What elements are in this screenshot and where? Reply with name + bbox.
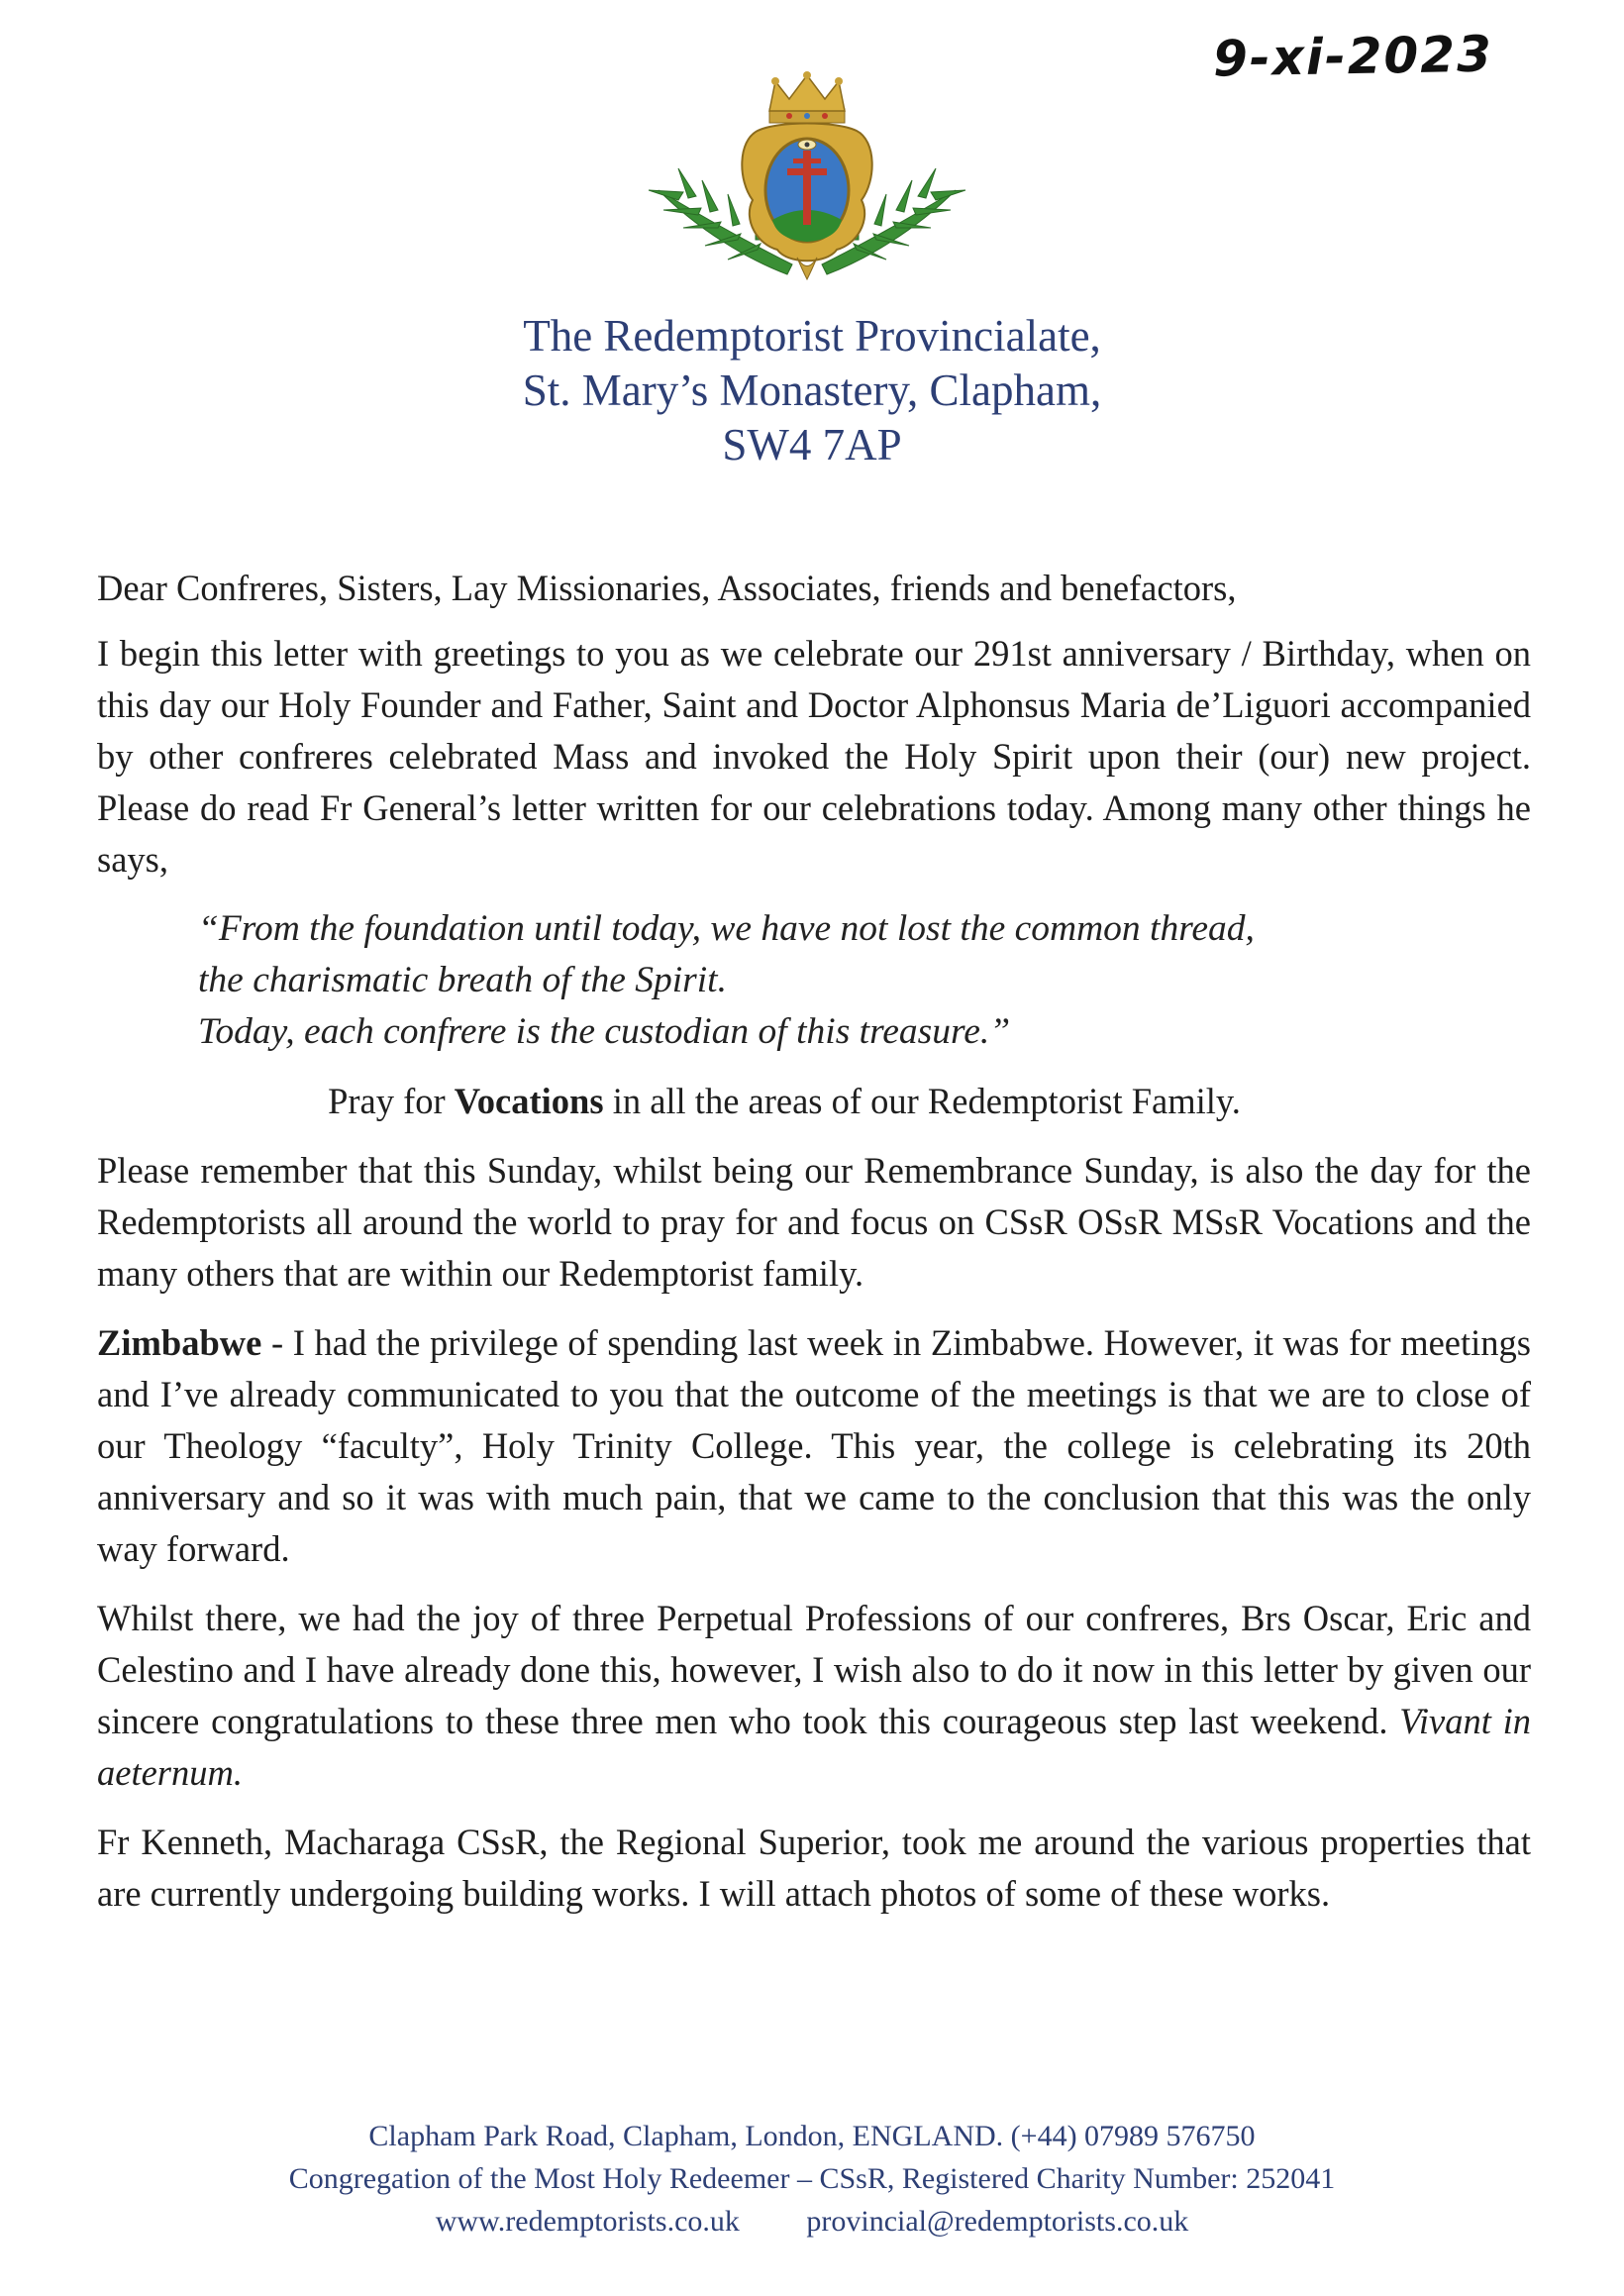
quote-line-1: “From the foundation until today, we have not lost the common thread, [198, 908, 1255, 949]
pray-text-bold: Vocations [454, 1081, 604, 1121]
footer-contacts [0, 2200, 1624, 2243]
paragraph-professions [97, 1593, 1531, 1799]
letterhead-line-1: The Redemptorist Provincialate, [523, 311, 1101, 361]
paragraph-remembrance: Please remember that this Sunday, whilst being our Remembrance Sunday, is also the day for the Redemptorists all around the world to pray for and focus on CSsR OSsR MSsR Vocations and the many others that are within our Redemptorist family. [97, 1150, 1531, 1294]
paragraph-zimbabwe [97, 1317, 1531, 1575]
paragraph-building-works: Fr Kenneth, Macharaga CSsR, the Regional Superior, took me around the various properties that are currently undergoing building works. I will attach photos of some of these works. [97, 1822, 1531, 1914]
handwritten-date: 9-xi-2023 [1212, 25, 1494, 88]
pray-for-vocations [97, 1076, 1531, 1127]
professions-text: Whilst there, we had the joy of three Perpetual Professions of our confreres, Brs Oscar, Eric and Celestino and I have already done this, however, I wish also to do it now in this letter by given our sincere congratulations to these three men who took this courageous step last weekend. [97, 1598, 1531, 1741]
footer-website-link[interactable]: www.redemptorists.co.uk [435, 2205, 740, 2238]
general-quote [198, 903, 1531, 1058]
letter-greeting: Dear Confreres, Sisters, Lay Missionaries, Associates, friends and benefactors, [97, 568, 1237, 608]
letterhead-address [0, 309, 1624, 472]
quote-line-2: the charismatic breath of the Spirit. [198, 960, 727, 1000]
pray-text-after: in all the areas of our Redemptorist Family. [603, 1081, 1241, 1121]
zimbabwe-heading: Zimbabwe [97, 1322, 262, 1363]
footer-email-link[interactable]: provincial@redemptorists.co.uk [806, 2205, 1189, 2238]
letterhead-line-2: St. Mary’s Monastery, Clapham, [522, 365, 1102, 415]
professions-latin: Vivant in aeternum. [97, 1701, 1531, 1793]
footer-address: Clapham Park Road, Clapham, London, ENGLAND. (+44) 07989 576750 [368, 2120, 1256, 2152]
zimbabwe-text: - I had the privilege of spending last week in Zimbabwe. However, it was for meetings and I’ve already communicated to you that the outcome of the meetings is that we are to close of our Theology “faculty”, Holy Trinity College. This year, the college is celebrating its 20th anniversary and so it was with much pain, that we came to the conclusion that this was the only way forward. [97, 1322, 1531, 1569]
pray-text-before: Pray for [328, 1081, 455, 1121]
footer-charity: Congregation of the Most Holy Redeemer – CSsR, Registered Charity Number: 252041 [288, 2162, 1336, 2195]
letterhead-line-3: SW4 7AP [722, 420, 902, 470]
redemptorist-crest-icon [639, 71, 975, 289]
quote-line-3: Today, each confrere is the custodian of this treasure.” [198, 1011, 1011, 1052]
letter-body [97, 563, 1531, 1937]
letter-footer [0, 2115, 1624, 2243]
paragraph-anniversary: I begin this letter with greetings to you as we celebrate our 291st anniversary / Birthday, when on this day our Holy Founder and Father, Saint and Doctor Alphonsus Maria de’Liguori accompanied by other confreres celebrated Mass and invoked the Holy Spirit upon their (our) new project. Please do read Fr General’s letter written for our celebrations today. Among many other things he says, [97, 633, 1531, 880]
